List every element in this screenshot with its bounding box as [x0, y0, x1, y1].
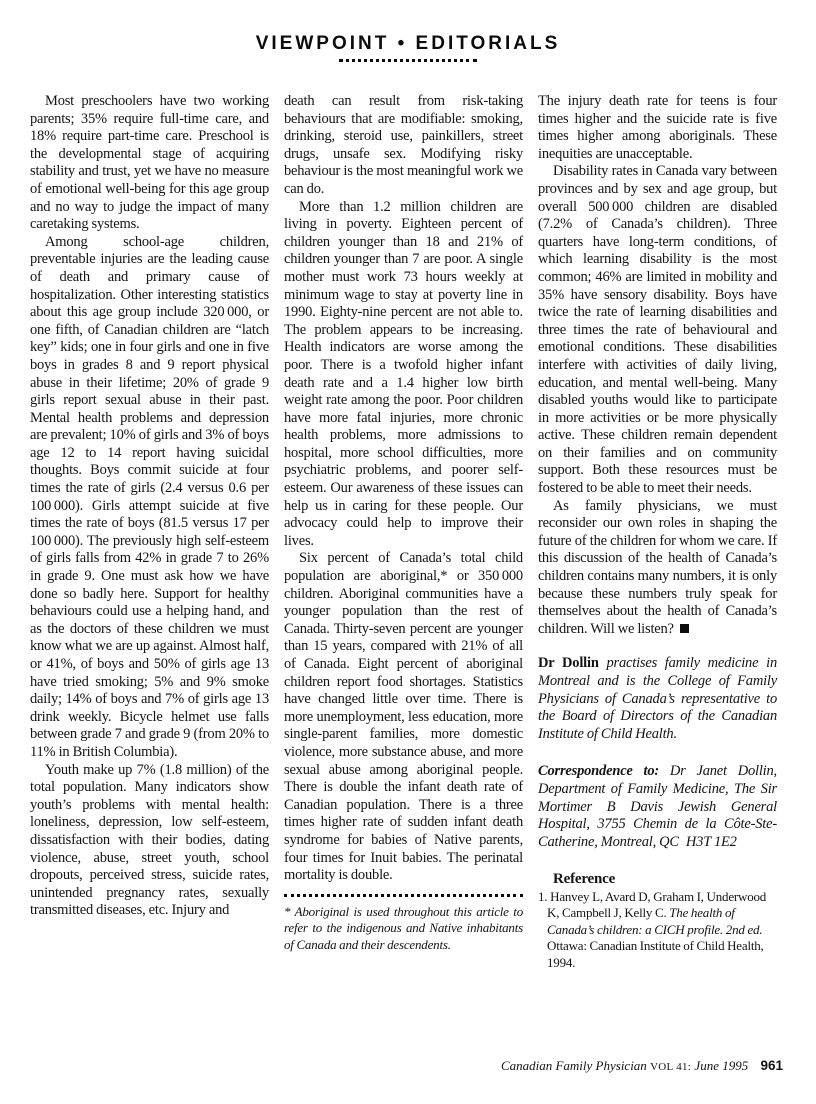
- reference-publisher: Ottawa: Canadian Institute of Child Health, 1994.: [547, 938, 764, 970]
- paragraph: More than 1.2 million children are living in poverty. Eighteen percent of children younger than 18 and 21% of children younger than 7 are poor. A single mother must work 73 hours weekly at minimum wage to stay at poverty line in 1990. Eighty-nine percent are not able to. The problem appears to be increasing. Health indicators are worse among the poor. There is a twofold higher infant death rate and a 1.4 higher low birth weight rate among the poor. Poor children have more fatal injuries, more chronic health problems, more admissions to hospital, more school difficulties, more psychiatric problems, and poorer self-esteem. Our awareness of these issues can help us in caring for these people. Our advocacy could help to improve their lives.: [284, 198, 523, 549]
- paragraph: death can result from risk-taking behaviours that are modifiable: smoking, drinking, steroid use, painkillers, street drugs, unsafe sex. Modifying risky behaviour is the most meaningful work we can do.: [284, 93, 523, 197]
- paragraph-text: As family physicians, we must reconsider our own roles in shaping the future of the children for whom we care. If this discussion of the health of Canada’s children contains many numbers, it is only because these numbers truly speak for themselves about the health of Canada’s children. Will we listen?: [538, 497, 777, 637]
- paragraph: The injury death rate for teens is four times higher and the suicide rate is five times higher among aboriginals. These inequities are unacceptable.: [538, 93, 777, 162]
- footer-issue-date: June 1995: [694, 1058, 749, 1073]
- author-bio-text: practises family medicine in Montreal and is the College of Family Physicians of Canada’s representative to the Board of Directors of the Canadian Institute of Child Health.: [538, 655, 777, 742]
- section-masthead: [0, 0, 816, 62]
- reference-heading: Reference: [553, 871, 616, 888]
- author-name: Dr Dollin: [538, 655, 599, 672]
- end-of-article-square-icon: [680, 624, 689, 633]
- column-2: [284, 93, 523, 971]
- paragraph: Most preschoolers have two working parents; 35% require full-time care, and 18% require part-time care. Preschool is the developmental stage of acquiring stability and trust, yet we have no measure of emotional well-being for this age group and no way to judge the impact of many caretaking systems.: [30, 93, 269, 233]
- correspondence-text: Dr Janet Dollin, Department of Family Medicine, The Sir Mortimer B Davis Jewish General Hospital, 3755 Chemin de la Côte-Ste-Catherine, Montreal, QC H3T 1E2: [538, 763, 777, 850]
- reference-title: The health of Canada’s children: a CICH profile. 2nd ed.: [547, 905, 763, 937]
- author-bio: [538, 655, 777, 743]
- paragraph: Youth make up 7% (1.8 million) of the total population. Many indicators show youth’s problems with mental health: loneliness, depression, low self-esteem, dissatisfaction with their bodies, dating violence, abuse, street youth, school dropouts, perceived stress, suicide rates, unintended pregnancy rates, sexually transmitted diseases, etc. Injury and: [30, 761, 269, 919]
- reference-authors: Hanvey L, Avard D, Graham I, Underwood K, Campbell J, Kelly C.: [547, 888, 767, 921]
- paragraph: Disability rates in Canada vary between provinces and by sex and age group, but overall 500 000 children are disabled (7.2% of Canada’s children). Three quarters have long-term conditions, of which learning disability is the most common; 46% are limited in mobility and 35% have sensory disability. Boys have twice the rate of learning disabilities and three times the rate of behavioural and emotional conditions. These disabilities interfere with activities of daily living, education, and mental well-being. Many disabled youths would like to participate in more activities or be more physically active. These children remain dependent on their families and on community support. Both these resources must be fostered to be able to meet their needs.: [538, 163, 777, 497]
- section-title: VIEWPOINT • EDITORIALS: [255, 33, 561, 54]
- running-footer: [501, 1058, 783, 1074]
- paragraph: Six percent of Canada’s total child population are aboriginal,* or 350 000 children. Aboriginal communities have a younger population than the rest of Canada. Thirty-seven percent are younger than 15 years, compared with 21% of all of Canada. Eight percent of aboriginal children report food shortages. Statistics have changed little over time. There is more unemployment, less education, more single-parent families, more domestic violence, more substance abuse, and more sexual abuse among aboriginal people. There is double the infant death rate of Canadian population. There is a three times higher rate of sudden infant death syndrome for babies of Native parents, four times for Inuit babies. The perinatal mortality is double.: [284, 550, 523, 884]
- paragraph: Among school-age children, preventable injuries are the leading cause of death and primary cause of hospitalization. Other interesting statistics about this age group include 320 000, or one fifth, of Canadian children are “latch key” kids; one in four girls and one in five boys in grades 8 and 9 report physical abuse in their lifetime; 20% of grade 9 girls report sexual abuse in their past. Mental health problems and depression are prevalent; 10% of girls and 3% of boys age 12 to 14 report having suicidal thoughts. Boys commit suicide at four times the rate of girls (2.4 versus 0.6 per 100 000). Girls attempt suicide at five times the rate of boys (81.5 versus 17 per 100 000). The previously high self-esteem of girls falls from 42% in grade 7 to 26% in grade 9. One must ask how we have done so badly here. Support for healthy behaviours could use a helping hand, and as the doctors of these children we must know what we are up against. Almost half, or 41%, of boys and 50% of girls age 13 have tried smoking; 5% and 9% smoke daily; 14% of boys and 7% of girls age 13 drink weekly. Bicycle helmet use falls between grade 7 and grade 9 (from 20% to 11% in British Columbia).: [30, 233, 269, 760]
- column-1: [30, 93, 269, 971]
- paragraph: [538, 498, 777, 639]
- footer-volume: VOL 41:: [650, 1061, 692, 1073]
- correspondence-label: Correspondence to:: [538, 763, 660, 780]
- column-3: [538, 93, 777, 971]
- footer-page-number: 961: [760, 1058, 783, 1073]
- correspondence-block: [538, 763, 777, 851]
- reference-section: [538, 871, 777, 971]
- reference-item: [538, 889, 777, 972]
- article-body: [0, 62, 816, 971]
- aboriginal-footnote: * Aboriginal is used throughout this article to refer to the indigenous and Native inhabitants of Canada and their descendents.: [284, 894, 523, 954]
- reference-number: 1.: [538, 888, 548, 904]
- footer-journal-name: Canadian Family Physician: [500, 1058, 647, 1073]
